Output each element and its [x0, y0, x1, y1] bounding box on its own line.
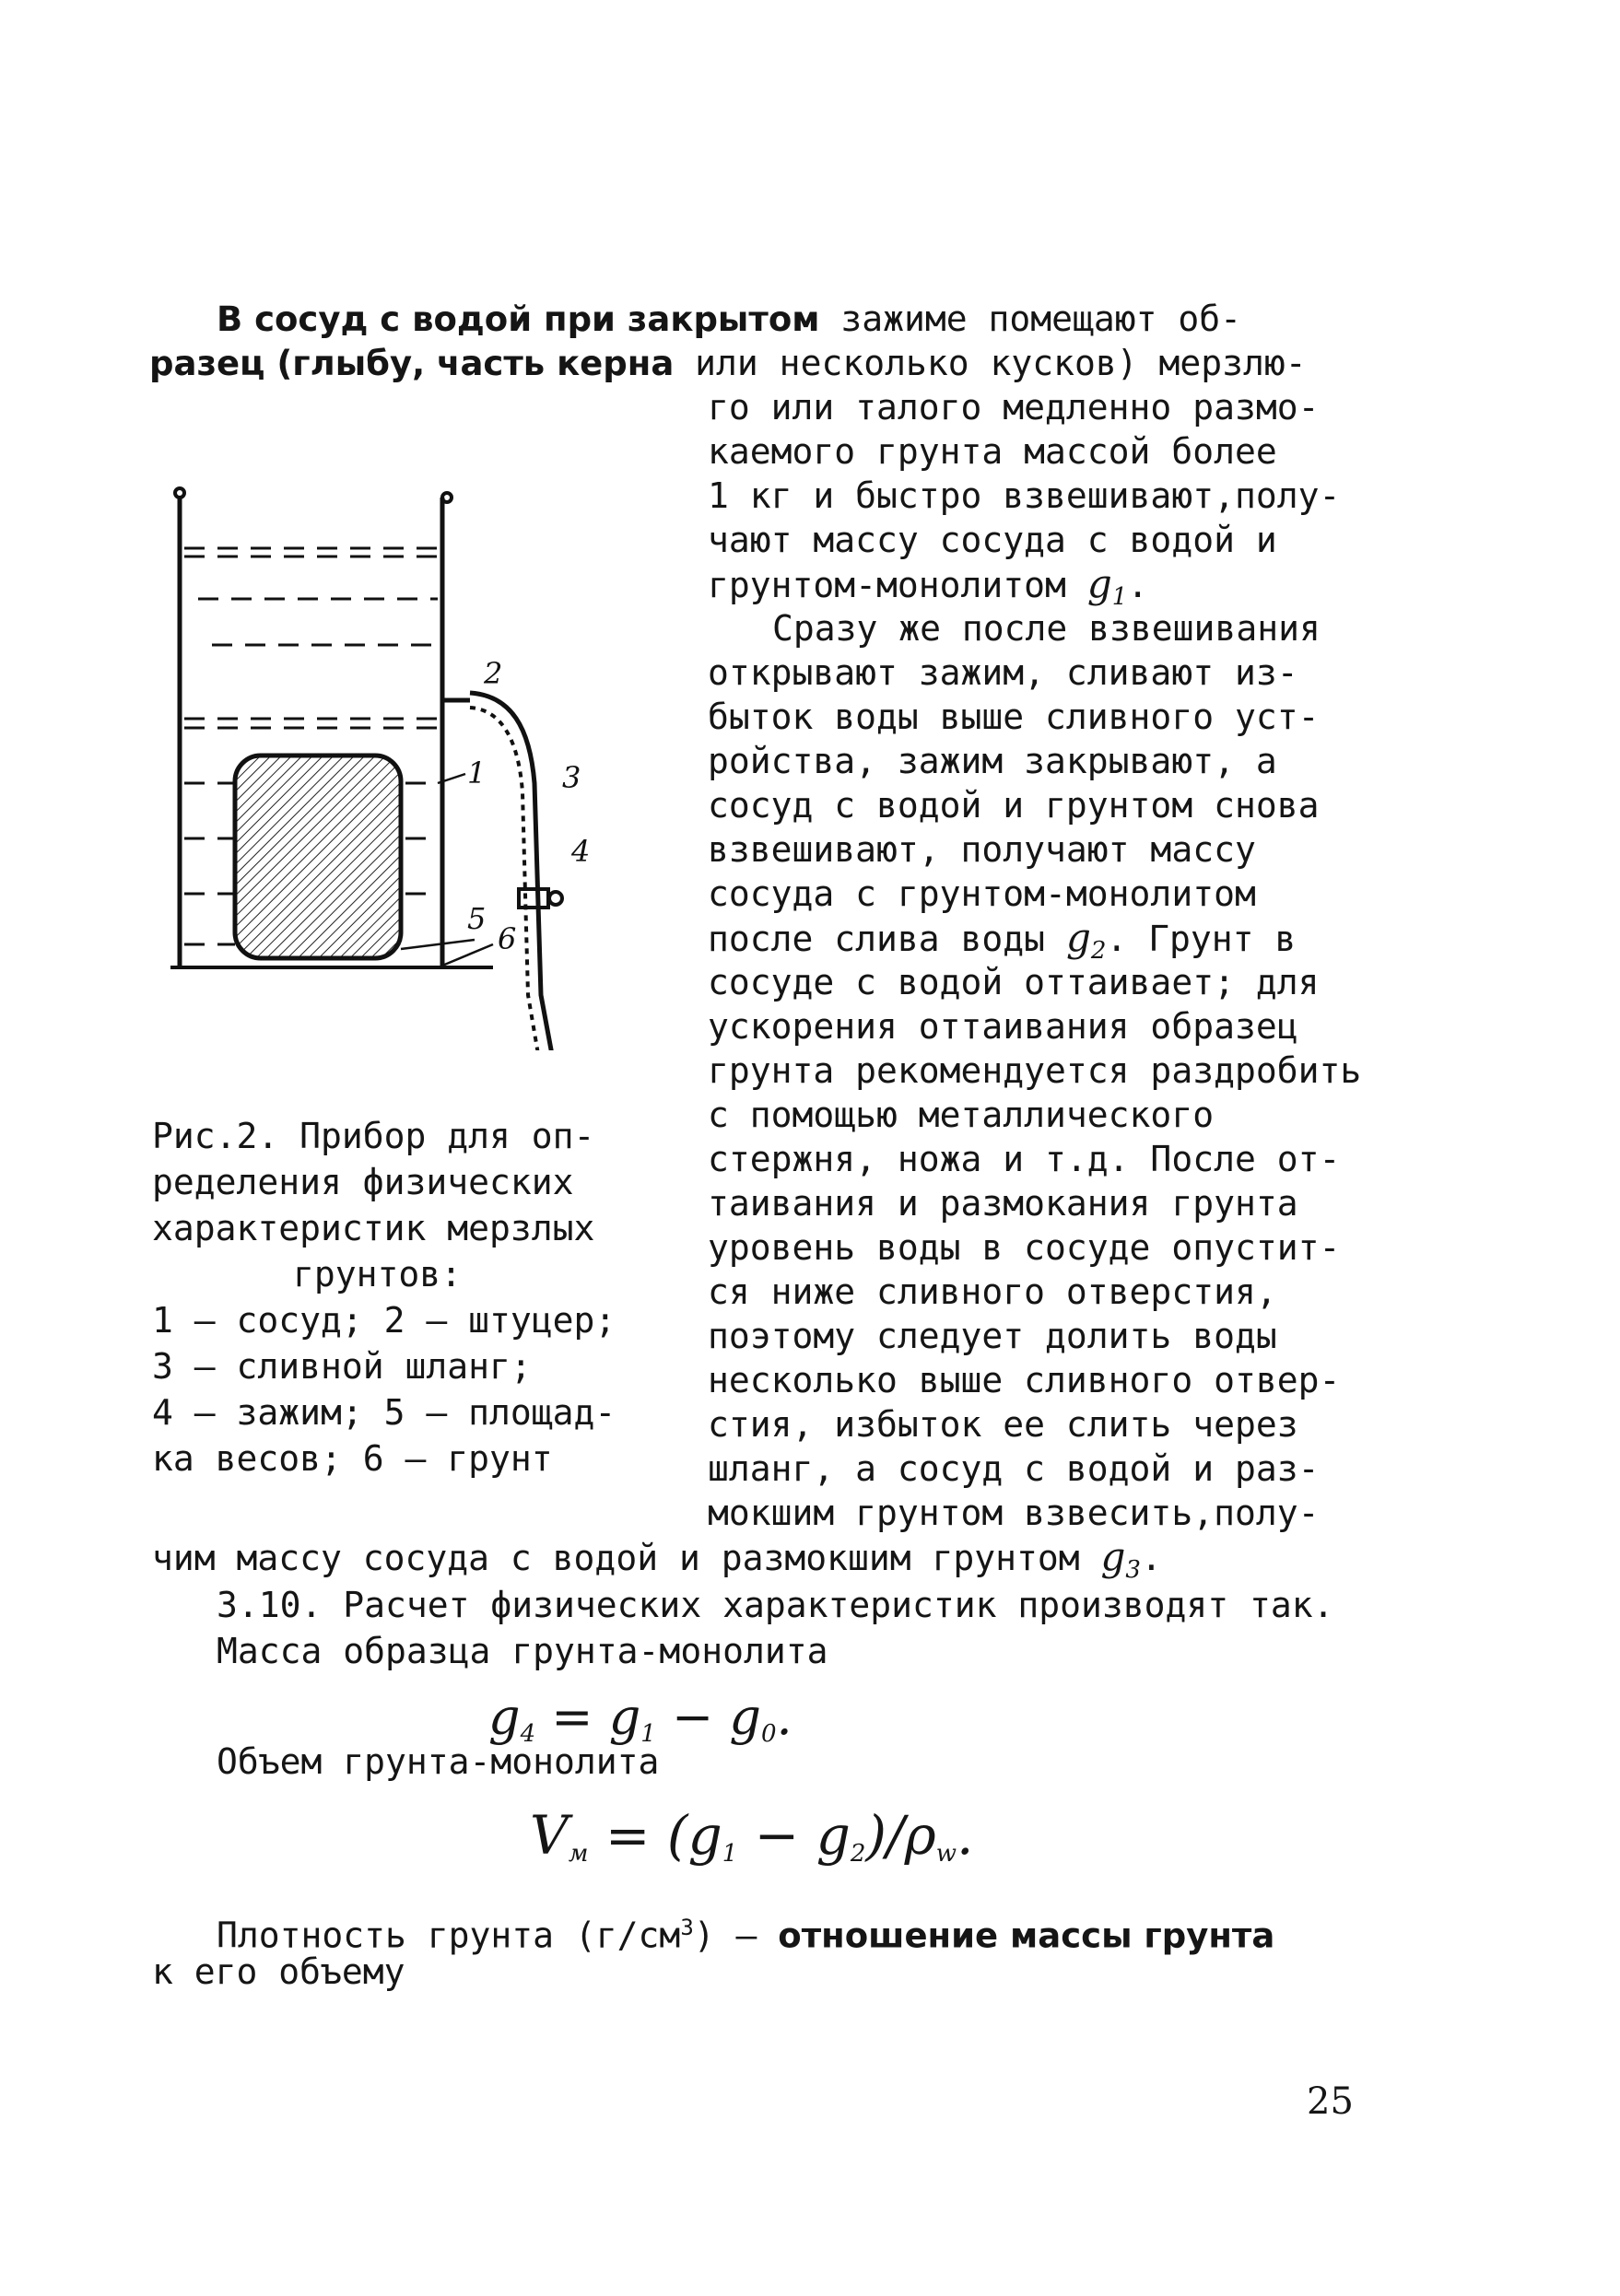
para2-line8-a: после слива воды	[708, 919, 1046, 959]
section-line4-sup: 3	[680, 1915, 694, 1940]
figure-label-4: 4	[571, 834, 591, 869]
f1-lhs: g	[488, 1688, 521, 1746]
vessel-hooks	[175, 488, 452, 502]
f2-minus: −	[737, 1804, 816, 1867]
para1-line1	[217, 297, 1241, 342]
para1-line2-bold: разец (глыбу, часть керна	[149, 344, 675, 383]
caption-line2: ределения физических	[152, 1162, 574, 1202]
para2-line18: несколько выше сливного отвер-	[708, 1360, 1341, 1400]
f2-lhs-sub: м	[568, 1840, 589, 1868]
caption-line3: характеристик мерзлых	[152, 1208, 595, 1248]
g3-subscript: 3	[1125, 1556, 1141, 1584]
f2-a: g	[687, 1804, 722, 1867]
para1-line1-bold: В сосуд с водой при закрытом	[217, 299, 820, 339]
section-line4-b: ) –	[693, 1915, 779, 1956]
figure-label-2: 2	[484, 656, 503, 691]
legend-line2: 3 – сливной шланг;	[152, 1346, 532, 1387]
section-line4-bold: отношение массы грунта	[778, 1915, 1275, 1956]
section-line5: к его объему	[152, 1951, 405, 1992]
para2-line9: сосуде с водой оттаивает; для	[708, 962, 1320, 1002]
para2-line12: с помощью металлического	[708, 1095, 1215, 1135]
page-number: 25	[1307, 2080, 1354, 2123]
figure-label-1: 1	[467, 756, 487, 791]
para1-line6: чают массу сосуда с водой и	[708, 520, 1277, 560]
para2-line14: таивания и размокания грунта	[708, 1183, 1298, 1224]
para1-line2	[149, 341, 1307, 386]
formula-volume	[530, 1804, 973, 1868]
caption-line4: грунтов:	[293, 1254, 463, 1294]
figure-label-3: 3	[562, 760, 581, 795]
para1-line7-text: грунтом-монолитом	[708, 565, 1066, 605]
para2-line5: сосуд с водой и грунтом снова	[708, 785, 1320, 826]
para2-line17: поэтому следует долить воды	[708, 1316, 1277, 1356]
caption-line1: Рис.2. Прибор для оп-	[152, 1116, 595, 1156]
f1-minus: −	[655, 1688, 730, 1746]
para2-line13: стержня, ножа и т.д. После от-	[708, 1139, 1341, 1179]
para1-line4: каемого грунта массой более	[708, 431, 1277, 472]
para2-line1: Сразу же после взвешивания	[772, 608, 1321, 649]
para2-line4: ройства, зажим закрывают, а	[708, 741, 1277, 781]
para2-line11: грунта рекомендуется раздробить	[708, 1050, 1362, 1091]
f1-a-sub: 1	[640, 1720, 656, 1748]
g3-symbol: g	[1100, 1534, 1126, 1579]
f2-rho-sub: w	[935, 1840, 957, 1868]
para2-line19: стия, избыток ее слить через	[708, 1404, 1298, 1445]
para2-line16: ся ниже сливного отверстия,	[708, 1271, 1277, 1312]
para1-line3: го или талого медленно размо-	[708, 387, 1320, 428]
g2-subscript: 2	[1090, 937, 1107, 965]
f2-div: )/ρ	[865, 1804, 936, 1867]
legend-line1: 1 – сосуд; 2 – штуцер;	[152, 1300, 616, 1341]
f2-lhs: V	[530, 1804, 569, 1867]
para2-line10: ускорения оттаивания образец	[708, 1006, 1298, 1047]
section-line1: 3.10. Расчет физических характеристик производят так.	[217, 1585, 1334, 1625]
figure-label-5: 5	[467, 901, 487, 936]
f2-b-sub: 2	[850, 1840, 866, 1868]
g2-symbol: g	[1065, 915, 1091, 960]
apparatus-figure	[161, 479, 640, 1050]
para2-line8-b: . Грунт в	[1106, 919, 1297, 959]
section-line2: Масса образца грунта-монолита	[217, 1631, 828, 1671]
f1-b: g	[729, 1688, 761, 1746]
para2-line21: мокшим грунтом взвесить,полу-	[708, 1493, 1320, 1533]
soil-sample	[235, 756, 401, 958]
f2-b: g	[816, 1804, 851, 1867]
f2-end: .	[956, 1804, 974, 1867]
para2-line3: быток воды выше сливного уст-	[708, 697, 1320, 737]
drain-hose	[470, 693, 553, 1050]
legend-line4: ка весов; 6 – грунт	[152, 1438, 553, 1479]
para2-line20: шланг, а сосуд с водой и раз-	[708, 1448, 1320, 1489]
figure-label-6: 6	[498, 921, 517, 956]
legend-line3: 4 – зажим; 5 – площад-	[152, 1392, 616, 1433]
leader-lines	[401, 774, 493, 966]
water-upper	[184, 548, 438, 645]
f1-b-sub: 0	[760, 1720, 777, 1748]
para2-line15: уровень воды в сосуде опустит-	[708, 1227, 1341, 1268]
f2-a-sub: 1	[722, 1840, 738, 1868]
para1-line1-rest: зажиме помещают об-	[819, 299, 1242, 339]
f2-eq: = (	[588, 1804, 688, 1867]
section-line3: Объем грунта-монолита	[217, 1741, 660, 1782]
f1-eq: =	[535, 1688, 609, 1746]
para2-line6: взвешивают, получают массу	[708, 829, 1256, 870]
g1-subscript: 1	[1111, 583, 1128, 611]
para1-line5: 1 кг и быстро взвешивают,полу-	[708, 475, 1341, 516]
para1-line7-end: .	[1127, 565, 1149, 605]
para2-line22-a: чим массу сосуда с водой и размокшим грунтом	[152, 1538, 1080, 1578]
f1-end: .	[776, 1688, 792, 1746]
para1-line2-rest: или несколько кусков) мерзлю-	[674, 343, 1307, 383]
para2-line22-end: .	[1140, 1538, 1162, 1578]
para2-line2: открывают зажим, сливают из-	[708, 652, 1298, 693]
section-line4-a: Плотность грунта (г/см	[217, 1915, 681, 1956]
f1-lhs-sub: 4	[520, 1720, 536, 1748]
g1-symbol: g	[1086, 561, 1112, 606]
para2-line7: сосуда с грунтом-монолитом	[708, 873, 1256, 914]
f1-a: g	[608, 1688, 641, 1746]
